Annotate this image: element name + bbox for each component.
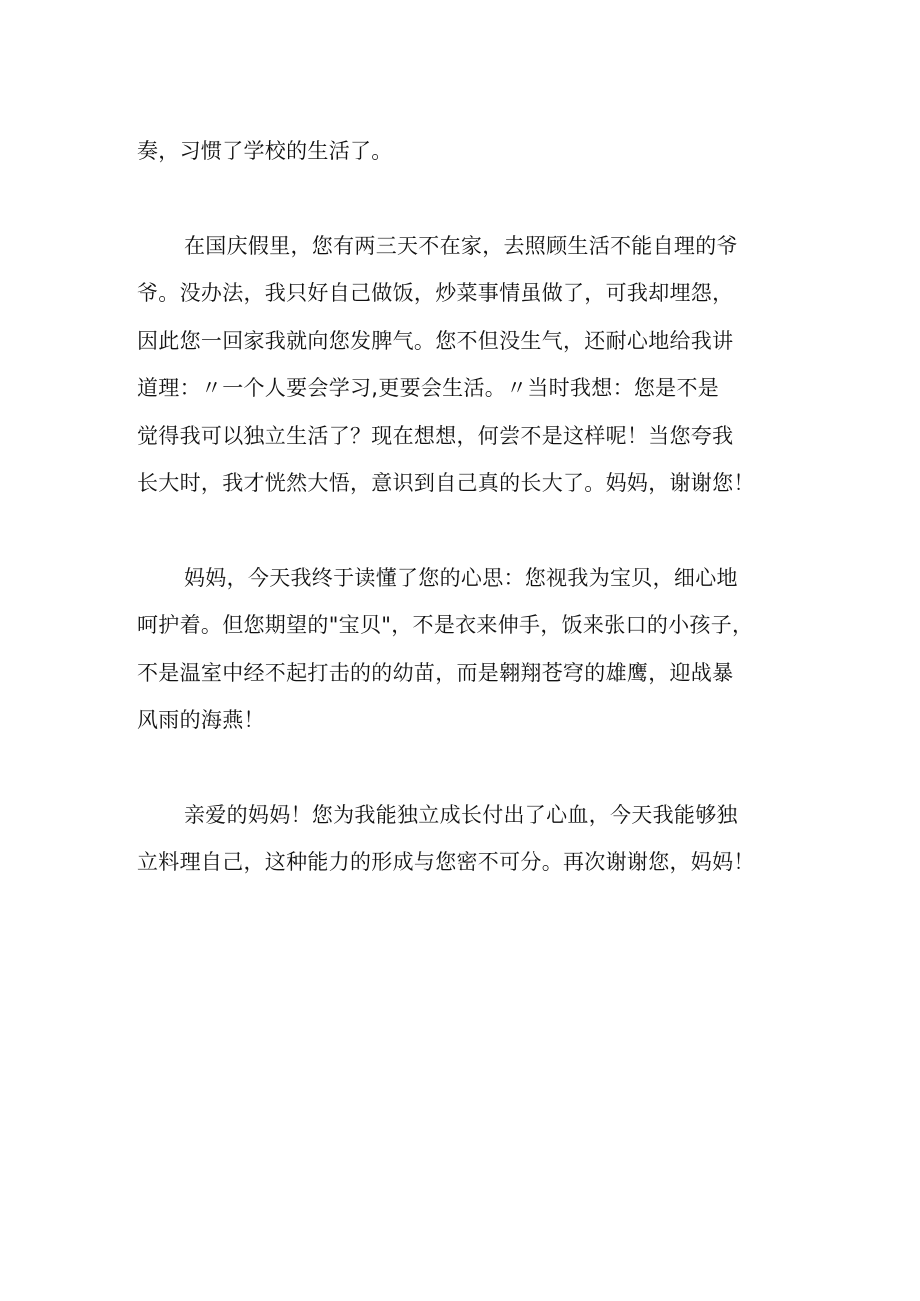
text-line: 亲爱的妈妈！您为我能独立成长付出了心血，今天我能够独 bbox=[184, 802, 738, 827]
paragraph-4 bbox=[137, 792, 787, 887]
text-line: 道理：〃一个人要会学习,更要会生活。〃当时我想：您是不是 bbox=[137, 376, 720, 400]
document-page bbox=[137, 128, 787, 887]
paragraph-3 bbox=[137, 555, 787, 745]
text-line: 不是温室中经不起打击的的幼苗，而是翱翔苍穹的雄鹰，迎战暴 bbox=[137, 660, 734, 685]
text-line: 因此您一回家我就向您发脾气。您不但没生气，还耐心地给我讲 bbox=[137, 328, 734, 353]
paragraph-2 bbox=[137, 223, 787, 508]
text-line: 觉得我可以独立生活了？现在想想，何尝不是这样呢！当您夸我 bbox=[137, 423, 734, 448]
paragraph-gap bbox=[137, 176, 787, 223]
text-line: 妈妈，今天我终于读懂了您的心思：您视我为宝贝，细心地 bbox=[184, 565, 738, 590]
text-line: 爷。没办法，我只好自己做饭，炒菜事情虽做了，可我却埋怨， bbox=[137, 281, 734, 305]
text-line: 在国庆假里，您有两三天不在家，去照顾生活不能自理的爷 bbox=[184, 233, 738, 258]
text-line: 呵护着。但您期望的"宝贝"，不是衣来伸手，饭来张口的小孩子， bbox=[137, 613, 754, 637]
paragraph-1 bbox=[137, 128, 787, 176]
text-line: 立料理自己，这种能力的形成与您密不可分。再次谢谢您，妈妈！ bbox=[137, 850, 755, 874]
text-line: 风雨的海燕！ bbox=[137, 708, 265, 732]
text-line: 长大时，我才恍然大悟，意识到自己真的长大了。妈妈，谢谢您！ bbox=[137, 471, 755, 495]
text-line: 奏，习惯了学校的生活了。 bbox=[137, 139, 393, 163]
paragraph-gap bbox=[137, 508, 787, 555]
paragraph-gap bbox=[137, 745, 787, 792]
